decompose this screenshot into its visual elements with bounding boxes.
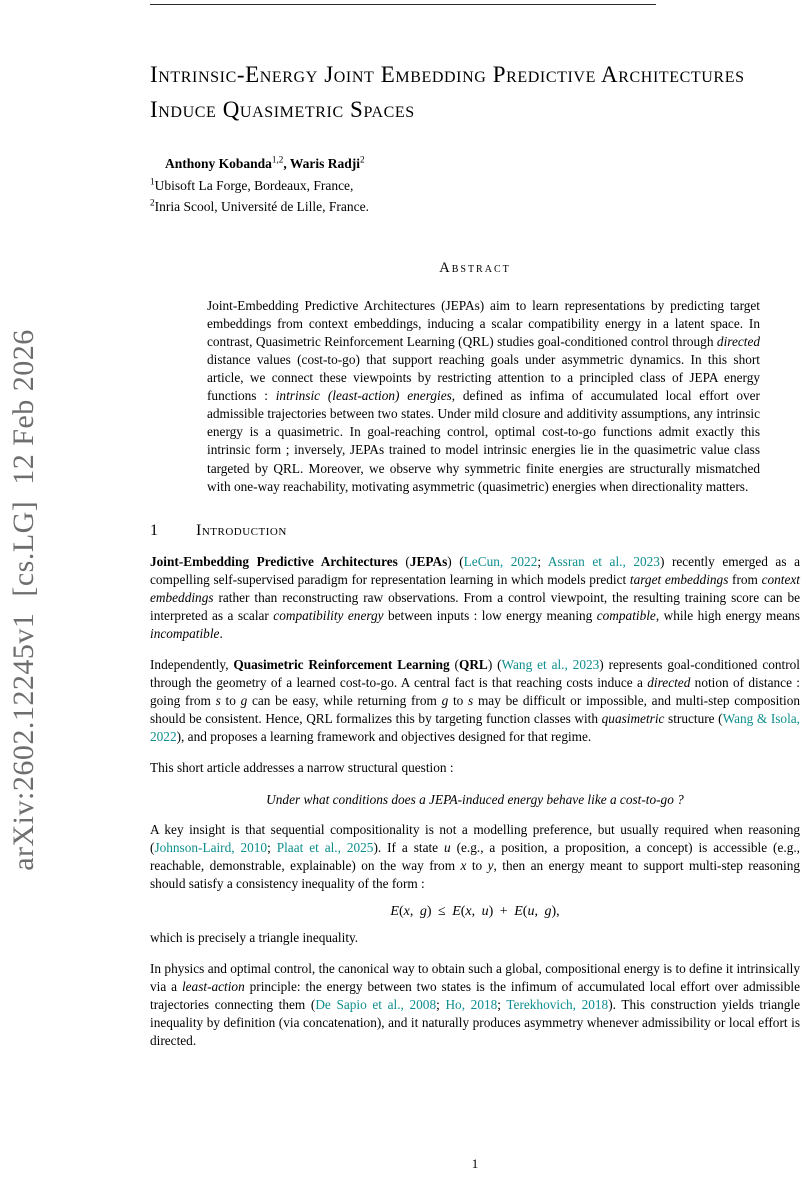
text-run: principle: the energy between two states is the infimum of accumulated local effort over admissible trajectories connecting them ( (150, 978, 800, 1012)
text-run: Quasimetric Reinforcement Learning (233, 656, 450, 672)
text-run: rather than reconstructing raw observations. From a control viewpoint, the resulting training score can be interpreted as a scalar (150, 589, 800, 623)
citation-link[interactable]: De Sapio et al., 2008 (315, 996, 437, 1012)
text-run: can be easy, while returning from (247, 692, 442, 708)
intro-paragraph-2 (150, 656, 800, 746)
abstract-heading: Abstract (439, 259, 511, 276)
text-run: , (283, 155, 290, 171)
text-run: ( (398, 903, 404, 919)
intro-paragraph-5 (150, 960, 800, 1050)
text-run: g (240, 692, 248, 708)
text-run: ( (397, 553, 410, 569)
text-run: ( (449, 656, 459, 672)
text-run: ) ≤ (426, 903, 453, 919)
abstract-text (207, 297, 760, 496)
text-run: g (441, 692, 449, 708)
section-heading-introduction (150, 522, 800, 540)
text-run: E (390, 903, 399, 919)
text-run: least-action (181, 978, 245, 994)
text-run: 1 (150, 176, 155, 187)
citation-link[interactable]: Wang & Isola, 2022 (150, 710, 800, 744)
citation-link[interactable]: Ho, 2018 (445, 996, 498, 1012)
text-run: may be difficult or impossible, and multi-step composition should be consistent. Hence, QRL formalizes this by targeting function classes with (150, 692, 800, 726)
citation-link[interactable]: Wang et al., 2023 (501, 656, 600, 672)
affiliations (150, 175, 800, 218)
text-run: target embeddings (629, 571, 729, 587)
text-run: Independently, (150, 656, 234, 672)
text-run: . (219, 625, 223, 641)
text-run: , then an energy meant to support multi-step reasoning should satisfy a consistency inequality of the form : (150, 857, 801, 891)
text-run: Inria Scool, Université de Lille, France. (154, 199, 370, 215)
text-run: which is precisely a triangle inequality. (150, 929, 359, 945)
text-run: ( (522, 903, 528, 919)
text-run: g (419, 903, 427, 919)
text-run: , defined as infima of accumulated local effort over admissible trajectories between two states. Under mild closure and additivity assumptions, any intrinsic energy is a quasimetric. In goal-reaching control, optimal cost-to-go functions admit exactly this intrinsic form ; inversely, JEPAs trained to model intrinsic energies lie in the quasimetric value class targeted by QRL. Moreover, we observe why symmetric finite energies are structurally mismatched with one-way reachability, motivating asymmetric (quasimetric) energies when directionality matters. (207, 388, 760, 494)
citation-link[interactable]: Assran et al., 2023 (547, 553, 660, 569)
text-run: , (409, 903, 420, 919)
text-run: , (471, 903, 482, 919)
text-run: directed (716, 333, 760, 349)
section-title: Introduction (196, 521, 287, 539)
intro-paragraph-4 (150, 821, 800, 893)
text-run: E (452, 903, 461, 919)
text-run: , while high energy means (655, 607, 800, 623)
text-run: Ubisoft La Forge, Bordeaux, France, (154, 178, 354, 194)
text-run: to (220, 692, 241, 708)
text-run: ) ( (487, 656, 502, 672)
text-run: s (215, 692, 221, 708)
citation-link[interactable]: LeCun, 2022 (463, 553, 538, 569)
intro-paragraph-4-continuation (150, 929, 800, 947)
text-run: Under what conditions does a JEPA-induced energy behave like a cost-to-go ? (266, 791, 684, 807)
text-run: u (481, 903, 489, 919)
text-run: g (544, 903, 552, 919)
text-run: ( (460, 903, 466, 919)
text-run: ; (436, 996, 446, 1012)
text-run: compatible (596, 607, 656, 623)
text-run: distance values (cost-to-go) that support reaching goals under asymmetric dynamics. In this short article, we connect these viewpoints by restricting attention to a principled class of JEPA energy functions : (207, 352, 760, 404)
text-run: ) ( (447, 553, 464, 569)
text-run: context embeddings (150, 571, 800, 605)
text-run: y (487, 857, 494, 873)
text-run: ), and proposes a learning framework and objectives designed for that regime. (176, 728, 592, 744)
text-run: ). If a state (373, 839, 444, 855)
text-run: structure ( (664, 710, 723, 726)
text-run: directed (647, 674, 691, 690)
text-run: Waris Radji (289, 155, 361, 171)
text-run: ; (267, 839, 277, 855)
text-run: ) recently emerged as a compelling self-supervised paradigm for representation learning in which models predict (150, 553, 800, 587)
text-run: 2 (360, 154, 365, 165)
text-run: incompatible (150, 625, 220, 641)
text-run: ). This construction yields triangle inequality by definition (via concatenation), and it naturally produces asymmetry whenever admissibility or local effort is directed. (150, 996, 800, 1048)
text-run: ) represents goal-conditioned control through the geometry of a learned cost-to-go. A central fact is that reaching costs induce a (150, 656, 800, 690)
intro-paragraph-3 (150, 759, 800, 777)
text-run: JEPAs (409, 553, 448, 569)
text-run: between inputs : low energy meaning (383, 607, 597, 623)
text-run: s (468, 692, 474, 708)
intro-paragraph-1 (150, 553, 800, 643)
central-question (150, 792, 800, 808)
text-run: ; (497, 996, 507, 1012)
arxiv-watermark: arXiv:2602.12245v1 [cs.LG] 12 Feb 2026 (7, 329, 40, 871)
text-run: A key insight is that sequential compositionality is not a modelling preference, but usually required when reasoning ( (150, 821, 800, 855)
text-run: ), (551, 903, 560, 919)
text-run: ) + (488, 903, 515, 919)
text-run: u (527, 903, 535, 919)
text-run: E (514, 903, 523, 919)
text-run: to (466, 857, 488, 873)
text-run: In physics and optimal control, the canonical way to obtain such a global, compositional energy is to define it intrinsically via a (150, 960, 800, 994)
paper-title: Intrinsic-Energy Joint Embedding Predictive Architectures Induce Quasimetric Spaces (150, 62, 745, 122)
text-run: Anthony Kobanda (165, 155, 272, 171)
text-run: x (403, 903, 410, 919)
text-run: 1,2 (271, 154, 284, 165)
text-run: x (460, 857, 467, 873)
citation-link[interactable]: Plaat et al., 2025 (276, 839, 374, 855)
affiliation-line-1 (150, 175, 800, 196)
text-run: Joint-Embedding Predictive Architectures (150, 553, 398, 569)
text-run: intrinsic (least-action) energies (275, 388, 452, 404)
citation-link[interactable]: Terekhovich, 2018 (506, 996, 609, 1012)
text-run: compatibility energy (273, 607, 384, 623)
text-run: QRL (458, 656, 488, 672)
text-run: Joint-Embedding Predictive Architectures (JEPAs) aim to learn representations by predicting target embeddings from context embeddings, inducing a scalar compatibility energy in a latent space. In contrast, Quasimetric Reinforcement Learning (QRL) studies goal-conditioned control through (207, 297, 760, 349)
text-run: from (728, 571, 762, 587)
section-number: 1 (150, 521, 159, 539)
text-run: ; (537, 553, 548, 569)
text-run: (e.g., a position, a proposition, a concept) is accessible (e.g., reachable, demonstrable, explainable) on the way from (150, 839, 800, 873)
text-run: quasimetric (601, 710, 665, 726)
text-run: 2 (150, 197, 155, 208)
text-column (150, 0, 800, 1050)
text-run: to (448, 692, 469, 708)
author-line (150, 154, 800, 174)
text-run: notion of distance : going from (150, 674, 800, 708)
equation-triangle-inequality (150, 904, 800, 920)
affiliation-line-2 (150, 196, 800, 217)
page-number: 1 (471, 1156, 479, 1171)
text-run: x (465, 903, 472, 919)
citation-link[interactable]: Johnson-Laird, 2010 (154, 839, 268, 855)
text-run: This short article addresses a narrow structural question : (150, 759, 454, 775)
text-run: u (444, 839, 451, 855)
text-run: , (534, 903, 545, 919)
